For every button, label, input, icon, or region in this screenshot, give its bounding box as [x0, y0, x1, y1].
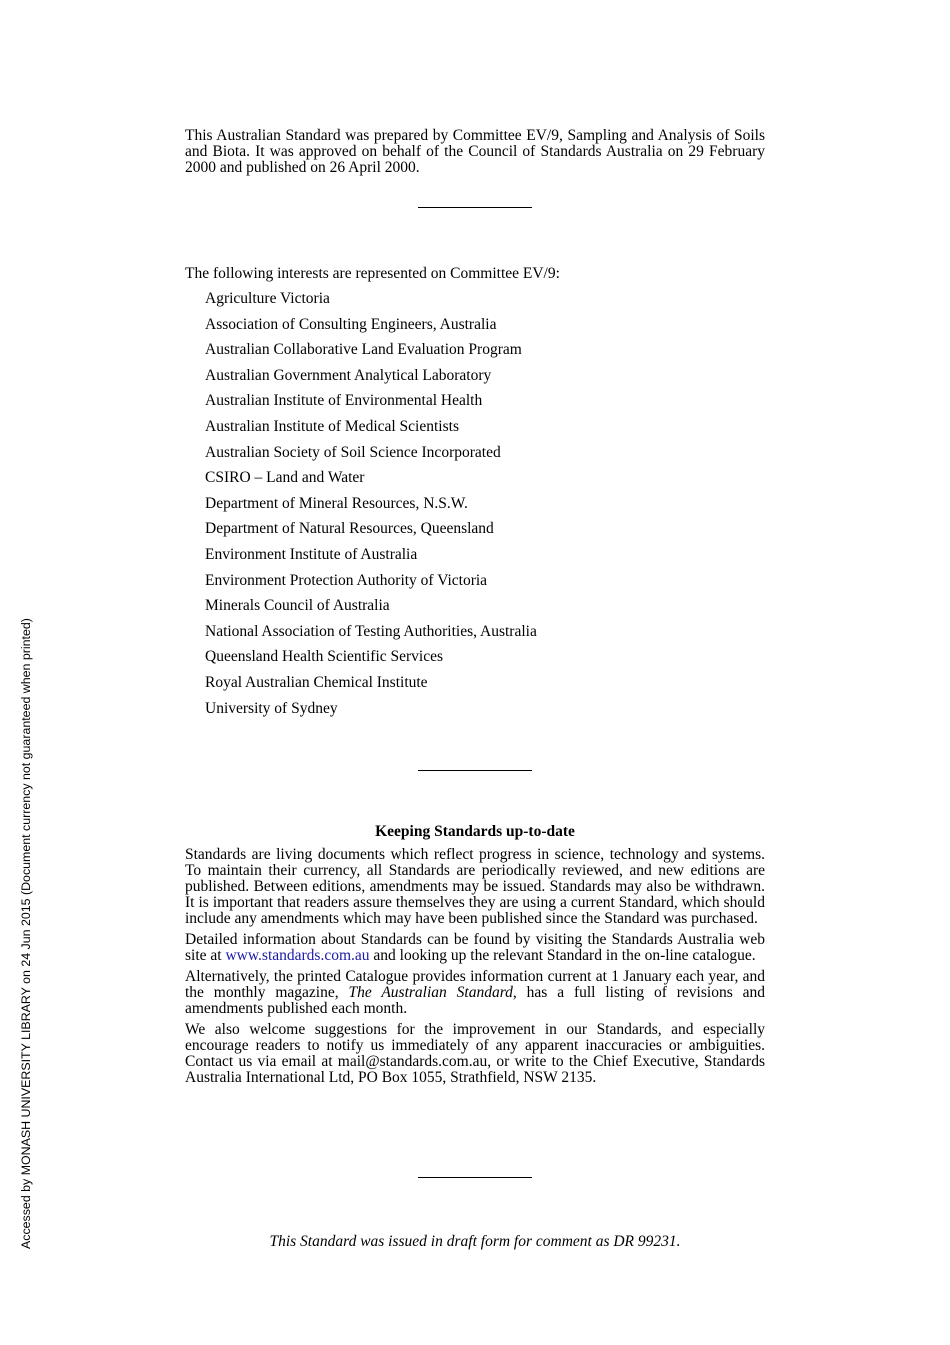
committee-member: Australian Society of Soil Science Incorporated: [205, 443, 501, 461]
web-site-text-after: and looking up the relevant Standard in the on-line catalogue.: [369, 947, 756, 964]
committee-member: Minerals Council of Australia: [205, 597, 390, 615]
committee-member: Royal Australian Chemical Institute: [205, 673, 428, 691]
committee-member: Department of Mineral Resources, N.S.W.: [205, 494, 468, 512]
web-site-text-before: Detailed information about Standards can be found by visiting the Standards Australia web site at: [185, 931, 765, 964]
committee-member: Australian Government Analytical Laboratory: [205, 366, 492, 384]
draft-footer-note: This Standard was issued in draft form for comment as DR 99231.: [269, 1233, 681, 1250]
catalogue-text-before: Alternatively, the printed Catalogue provides information current at 1 January each year, and the monthly magazine,: [185, 968, 765, 1001]
intro-paragraph: This Australian Standard was prepared by Committee EV/9, Sampling and Analysis of Soils and Biota. It was approved on behalf of the Council of Standards Australia on 29 February 2000 and published on 26 April 2000.: [185, 127, 765, 176]
committee-member: Environment Protection Authority of Victoria: [205, 571, 488, 589]
paragraph-living-documents: Standards are living documents which reflect progress in science, technology and systems. To maintain their currency, all Standards are periodically reviewed, and new editions are published. Between editions, amendments may be issued. Standards may also be withdrawn. It is important that readers assure themselves they are using a current Standard, which should include any amendments which may have been published since the Standard was purchased.: [185, 846, 765, 927]
paragraph-catalogue: [185, 969, 765, 1017]
committee-member: Environment Institute of Australia: [205, 545, 418, 563]
committee-member: Australian Institute of Medical Scientists: [205, 417, 459, 435]
magazine-title: The Australian Standard: [348, 984, 513, 1001]
divider-rule-2: [418, 770, 532, 771]
committee-member: Australian Collaborative Land Evaluation Program: [205, 341, 522, 359]
committee-member: Australian Institute of Environmental Health: [205, 392, 483, 410]
committee-member: Queensland Health Scientific Services: [205, 648, 444, 666]
committee-member-list: [205, 290, 537, 725]
keeping-standards-heading: Keeping Standards up-to-date: [375, 823, 575, 840]
committee-member: CSIRO – Land and Water: [205, 469, 365, 487]
committee-member: Association of Consulting Engineers, Australia: [205, 315, 497, 333]
committee-member: National Association of Testing Authorities, Australia: [205, 622, 537, 640]
committee-member: Agriculture Victoria: [205, 290, 330, 307]
committee-member: Department of Natural Resources, Queensland: [205, 520, 494, 538]
committee-member: University of Sydney: [205, 699, 338, 717]
divider-rule-3: [418, 1177, 532, 1178]
side-access-watermark: Accessed by MONASH UNIVERSITY LIBRARY on 24 Jun 2015 (Document currency not guaranteed when printed): [19, 618, 33, 1249]
committee-lead: The following interests are represented on Committee EV/9:: [185, 265, 560, 282]
standards-website-link[interactable]: www.standards.com.au: [225, 947, 370, 964]
paragraph-web-site: [185, 932, 765, 964]
paragraph-suggestions: We also welcome suggestions for the improvement in our Standards, and especially encourage readers to notify us immediately of any apparent inaccuracies or ambiguities. Contact us via email at mail@standards.com.au, or write to the Chief Executive, Standards Australia International Ltd, PO Box 1055, Strathfield, NSW 2135.: [185, 1021, 765, 1086]
catalogue-text-after: , has a full listing of revisions and amendments published each month.: [185, 984, 765, 1017]
keeping-standards-body: [185, 847, 765, 1091]
divider-rule-1: [418, 207, 532, 208]
